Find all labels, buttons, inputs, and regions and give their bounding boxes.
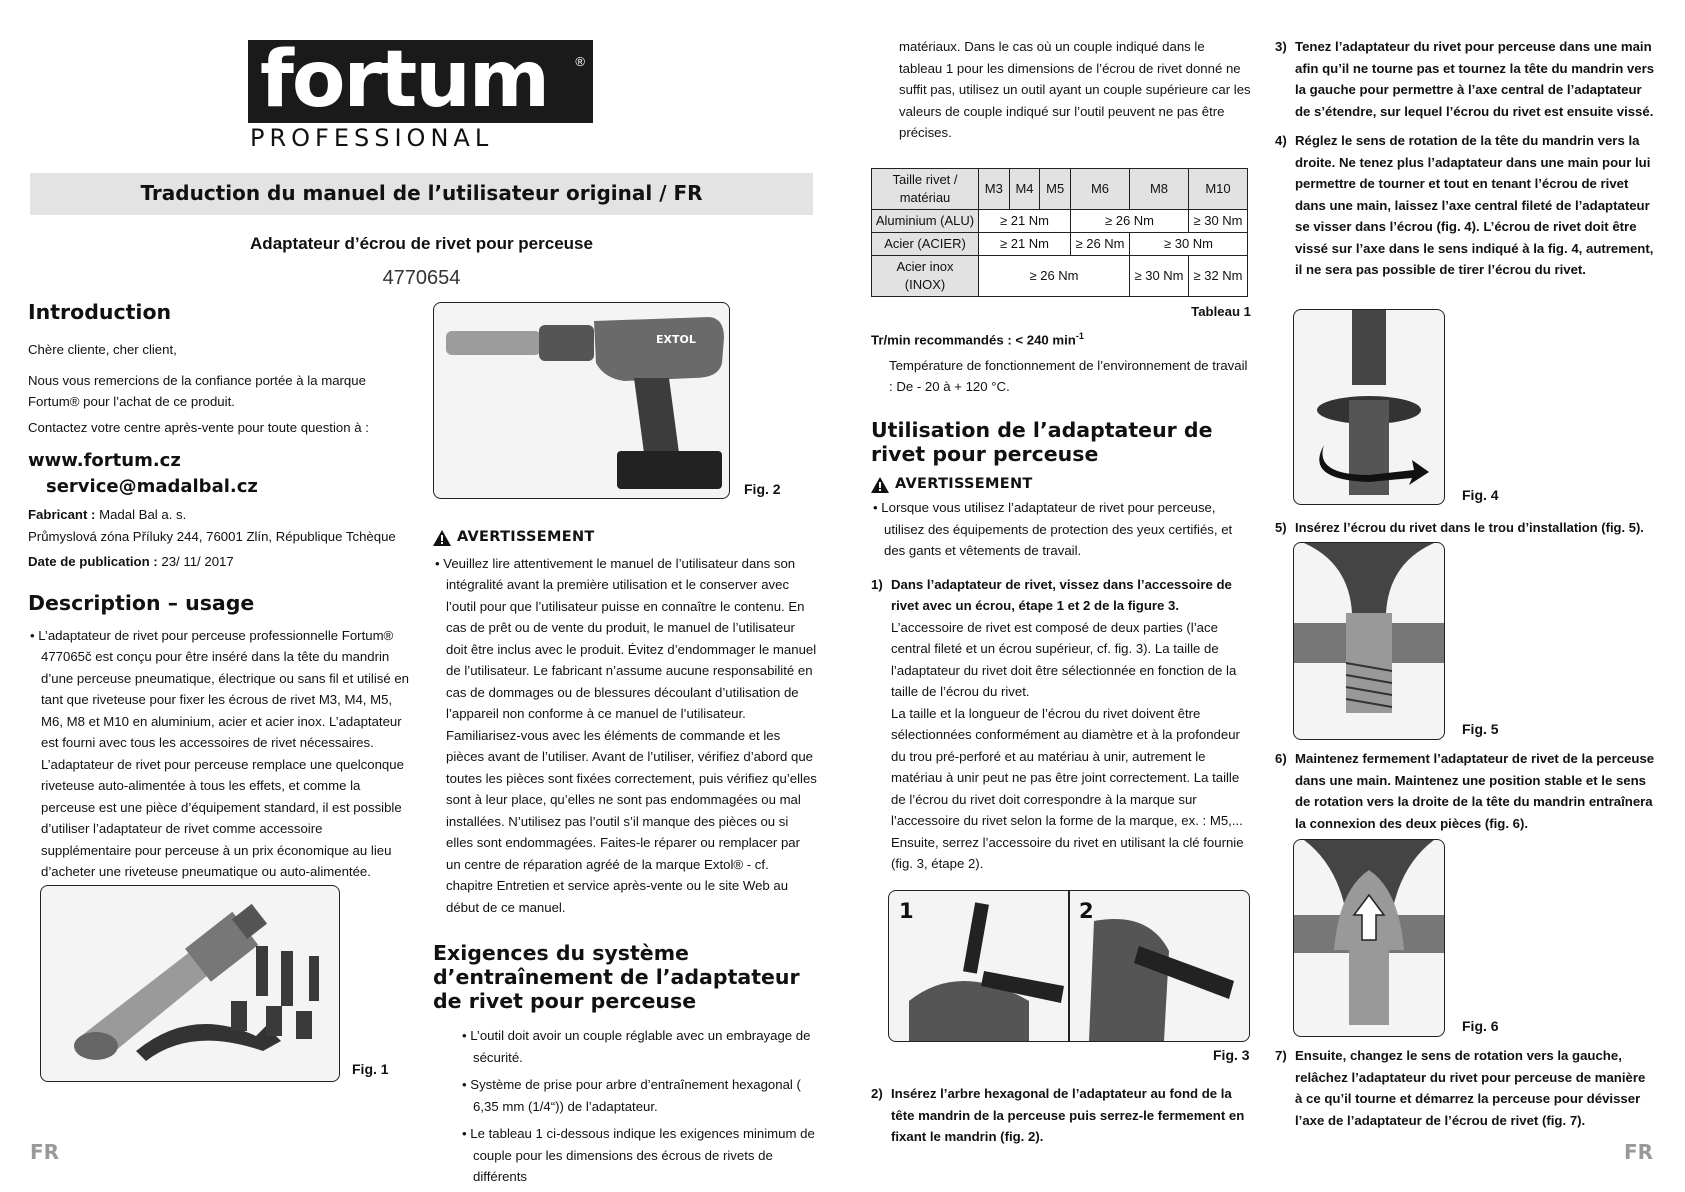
date-value: 23/ 11/ 2017 [161, 554, 234, 569]
step-2: 2) Insérez l’arbre hexagonal de l’adaptateur au fond de la tête mandrin de la perceuse puis serrez-le fermement en fixant le mandrin (fig. 2). [871, 1086, 1245, 1144]
maker-name: Madal Bal a. s. [99, 507, 187, 522]
fig-1-label: Fig. 1 [352, 1061, 389, 1077]
table-row-label: Acier (ACIER) [872, 232, 979, 255]
torque-table [871, 168, 1248, 297]
product-code: 4770654 [382, 267, 461, 289]
warning-icon [871, 477, 889, 493]
table-cell: ≥ 32 Nm [1189, 255, 1248, 296]
fig-1-image [40, 885, 340, 1082]
rivet-kit-illustration [41, 886, 339, 1081]
table-row-label: Aluminium (ALU) [872, 209, 979, 232]
description-text: • L’adaptateur de rivet pour perceuse professionnelle Fortum® 477065č est conçu pour être inséré dans la tête du mandrin d’une perceuse pneumatique, électrique ou sans fil et utilisé en tant que riveteuse pour fixer les écrous de rivet M3, M4, M5, M6, M8 et M10 en aluminium, acier et acier inox. L’adaptateur est fourni avec tous les accessoires de rivet nécessaires. L’adaptateur de rivet pour perceuse remplace une quelconque riveteuse auto-alimentée à tous les effets, et comme la perceuse est une pièce d’équipement standard, il est possible d’utiliser l’adaptateur de rivet comme accessoire supplémentaire pour perceuse à un prix économique au lieu d’acheter une riveteuse pneumatique ou auto-alimentée. [30, 627, 410, 879]
table-size-header: M8 [1130, 168, 1189, 209]
fig-4-image [1293, 309, 1445, 505]
product-title: Adaptateur d’écrou de rivet pour perceuse [250, 234, 593, 253]
logo-wordmark: fortum [260, 35, 549, 125]
table-cell: ≥ 21 Nm [979, 232, 1071, 255]
table-cell: ≥ 26 Nm [1071, 209, 1189, 232]
requirements-list [433, 1025, 818, 1188]
logo-subline: PROFESSIONAL [250, 124, 494, 152]
fig-6-image [1293, 839, 1445, 1037]
fig-3-image [888, 890, 1250, 1042]
footer-left-lang: FR [30, 1140, 60, 1164]
date-line [28, 551, 413, 573]
fig-6-label: Fig. 6 [1462, 1018, 1499, 1034]
column-2 [433, 527, 818, 1188]
column-4 [1275, 36, 1655, 281]
table-row-label: Acier inox (INOX) [872, 255, 979, 296]
intro-contact: Contactez votre centre après-vente pour toute question à : [28, 419, 369, 435]
drill-brand-label: EXTOL [656, 333, 696, 346]
description-heading: Description – usage [28, 590, 255, 615]
footer-right-lang: FR [1624, 1140, 1654, 1164]
warning-1-text: • Veuillez lire attentivement le manuel de l’utilisateur dans son intégralité avant la première utilisation et le conserver avec l’outil pour que l’utilisateur puisse en connaître le contenu. En cas de prêt ou de vente du produit, le manuel de l’utilisateur doit être inclus avec le produit. Évitez d’endommager le manuel de l’utilisateur. Le fabricant n’assume aucune responsabilité en cas de dommages ou de blessures découlant d’utilisation de l’appareil non conforme à ce manuel de l’utilisateur. Familiarisez-vous avec les éléments de commande et les pièces avant de l’utiliser. Avant de l’utiliser, vérifiez d’abord que toutes les pièces sont fixées correctement, puis vérifiez qu’elles sont à leur place, qu’elles ne sont pas endommagées ou mal installées. N’utilisez pas l’outil s’il manque des pièces ou si elles sont endommagées. Faites-le réparer ou remplacer par un centre de réparation agréé de la marque Extol® - cf. chapitre Entretien et service après-vente ou le site Web au début de ce manuel. [435, 555, 817, 915]
table-size-header: M10 [1189, 168, 1248, 209]
fig-3-label: Fig. 3 [1213, 1047, 1250, 1063]
table-cell: ≥ 26 Nm [1071, 232, 1130, 255]
table-cell: ≥ 21 Nm [979, 209, 1071, 232]
warning-2-header [871, 474, 1251, 496]
intro-thanks: Nous vous remercions de la confiance portée à la marque Fortum® pour l’achat de ce produit. [28, 372, 366, 409]
maker-line [28, 504, 413, 526]
fig-2-image [433, 302, 730, 499]
table-size-header: M3 [979, 168, 1010, 209]
logo-box [248, 35, 593, 125]
temperature-text: Température de fonctionnement de l’environnement de travail : De - 20 à + 120 °C. [889, 357, 1248, 395]
requirements-heading: Exigences du système d’entraînement de l’adaptateur de rivet pour perceuse [433, 941, 800, 1013]
step-4: 4) Réglez le sens de rotation de la tête du mandrin vers la droite. Ne tenez plus l’adaptateur dans une main pour lui permettre de tourner et tout en tenant l’écrou de rivet dans une main, laissez l’axe central fileté de l’adaptateur se visser dans l’écrou (fig. 4). L’écrou de rivet doit être vissé sur l’axe dans le sens indiqué à la fig. 4, autrement, il ne sera pas possible de tirer l’écrou du rivet. [1275, 133, 1654, 277]
fig-3-step-2-label: 2 [1079, 899, 1094, 923]
fig-5-image [1293, 542, 1445, 740]
rivet-install-illustration [1294, 543, 1444, 739]
step-illustration [889, 891, 1249, 1041]
doc-title: Traduction du manuel de l’utilisateur original / FR [140, 181, 703, 205]
fig-4-label: Fig. 4 [1462, 487, 1499, 503]
fig-2-label: Fig. 2 [744, 481, 781, 497]
table-cell: ≥ 30 Nm [1130, 255, 1189, 296]
contact-links [28, 448, 413, 500]
column-3 [871, 36, 1251, 875]
email-link[interactable]: service@madalbal.cz [46, 476, 258, 497]
maker-address: Průmyslová zóna Příluky 244, 76001 Zlín, République Tchèque [28, 528, 396, 544]
table-size-header: M5 [1040, 168, 1071, 209]
maker-label: Fabricant : [28, 507, 96, 522]
column-1 [28, 300, 413, 883]
table-caption: Tableau 1 [1191, 303, 1251, 319]
warning-icon [433, 530, 451, 546]
logo-registered-mark: ® [575, 54, 585, 69]
usage-heading: Utilisation de l’adaptateur de rivet pour perceuse [871, 417, 1213, 466]
step-1: 1) Dans l’adaptateur de rivet, vissez dans l’accessoire de rivet avec un écrou, étape 1 et 2 de la figure 3. L’accessoire de rivet est composé de deux parties (l’ace central fileté et un écrou supérieur, cf. fig. 3). La taille de l’adaptateur du rivet doit être sélectionnée en fonction de la taille de l’écrou du rivet. La taille et la longueur de l’écrou du rivet doivent être sélectionnées conformément au diamètre et à la profondeur du trou pré-perforé et au matériau à unir, autrement le matériau à unir peut ne pas être joint correctement. La taille de l’écrou du rivet doit correspondre à la marque sur l’accessoire du rivet selon la forme de la marque, ex. : M5,... Ensuite, serrez l’accessoire du rivet en utilisant la clé fournie (fig. 3, étape 2). [871, 576, 1244, 872]
website-link[interactable]: www.fortum.cz [28, 450, 181, 471]
fig-3-step-1-label: 1 [899, 899, 914, 923]
table-size-header: M4 [1009, 168, 1040, 209]
requirements-continued: matériaux. Dans le cas où un couple indiqué dans le tableau 1 pour les dimensions de l’écrou de rivet donné ne suffit pas, utilisez un outil ayant un couple supérieure car les valeurs de couple indiqué sur l’outil peuvent ne pas être précises. [899, 39, 1251, 140]
rivet-screw-illustration [1294, 310, 1444, 504]
step-5: 5) Insérez l’écrou du rivet dans le trou d’installation (fig. 5). [1275, 520, 1644, 535]
rpm-line: Tr/min recommandés : < 240 $\min^{-1}$ [871, 331, 1084, 348]
requirement-item: • Le tableau 1 ci-dessous indique les exigences minimum de couple pour les dimensions des écrous de rivets de différents [462, 1126, 815, 1184]
table-cell: ≥ 30 Nm [1189, 209, 1248, 232]
intro-greeting: Chère cliente, cher client, [28, 342, 177, 357]
step-3: 3) Tenez l’adaptateur du rivet pour perceuse dans une main afin qu’il ne tourne pas et tournez la tête du mandrin vers la gauche pour permettre à l’axe central de l’adaptateur de s’étendre, sur lequel l’écrou du rivet est ensuite vissé. [1275, 39, 1655, 119]
step-7: 7) Ensuite, changez le sens de rotation vers la gauche, relâchez l’adaptateur du rivet pour perceuse de manière à ce qu’il tourne et démarrez la perceuse pour dévisser l’axe de l’adaptateur de l’écrou de rivet (fig. 7). [1275, 1048, 1646, 1128]
requirement-item: • Système de prise pour arbre d’entraînement hexagonal ( 6,35 mm (1/4“)) de l’adaptateur. [462, 1077, 801, 1114]
intro-heading: Introduction [28, 300, 172, 324]
drill-illustration [434, 303, 729, 498]
table-size-header: M6 [1071, 168, 1130, 209]
table-cell: ≥ 30 Nm [1130, 232, 1248, 255]
warning-2-title: AVERTISSEMENT [895, 475, 1033, 492]
table-corner: Taille rivet / matériau [872, 168, 979, 209]
brand-logo [248, 35, 593, 152]
warning-1-title: AVERTISSEMENT [457, 529, 595, 545]
requirement-item: • L’outil doit avoir un couple réglable avec un embrayage de sécurité. [462, 1028, 811, 1065]
date-label: Date de publication : [28, 554, 158, 569]
step-6: 6) Maintenez fermement l’adaptateur de rivet de la perceuse dans une main. Maintenez une position stable et le sens de rotation vers la droite de la tête du mandrin entraînera la connexion des deux pièces (fig. 6). [1275, 751, 1655, 831]
table-cell: ≥ 26 Nm [979, 255, 1130, 296]
rivet-connect-illustration [1294, 840, 1444, 1036]
fig-5-label: Fig. 5 [1462, 721, 1499, 737]
warning-1-header [433, 527, 818, 549]
warning-2-text: • Lorsque vous utilisez l’adaptateur de rivet pour perceuse, utilisez des équipements de protection des yeux certifiés, et des gants et vêtements de travail. [873, 500, 1233, 559]
